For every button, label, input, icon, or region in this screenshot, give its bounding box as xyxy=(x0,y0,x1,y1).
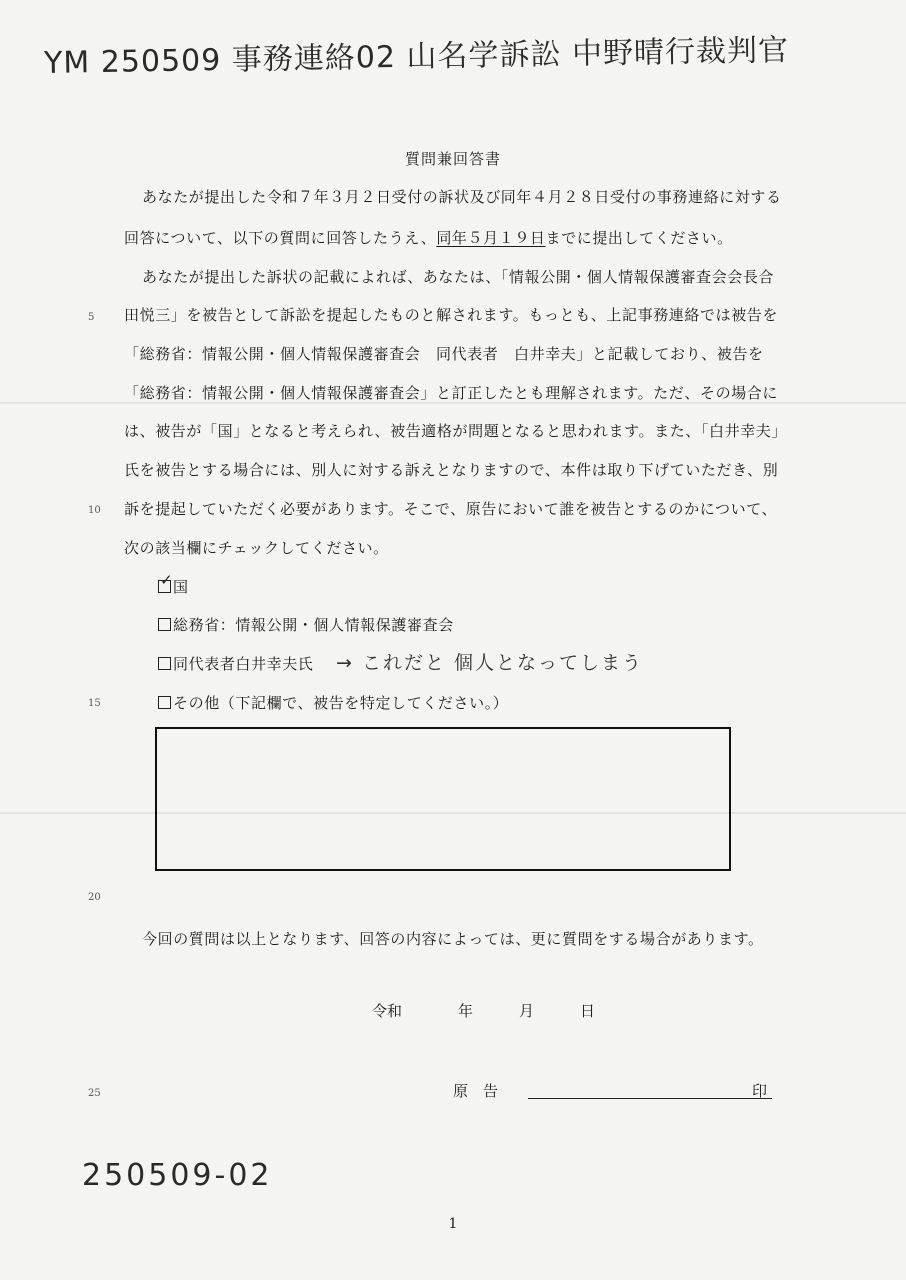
body-line-5: 「総務省：情報公開・個人情報保護審査会 同代表者 白井幸夫」と記載しており、被告を xyxy=(124,345,764,363)
option-country[interactable]: ✓ 国 xyxy=(160,571,189,596)
line-number: 10 xyxy=(88,505,101,516)
check-mark-icon: ✓ xyxy=(160,571,174,589)
signature-line[interactable] xyxy=(528,1098,772,1099)
checkbox-checked[interactable] xyxy=(158,571,174,593)
line-number: 20 xyxy=(88,892,101,903)
option-ministry[interactable]: 総務省：情報公開・個人情報保護審査会 xyxy=(158,614,454,635)
handwritten-margin-note: → これだと 個人となってしまう xyxy=(336,652,643,674)
body-line-1: あなたが提出した令和７年３月２日受付の訴状及び同年４月２８日受付の事務連絡に対する xyxy=(142,188,782,206)
body-line-9: 訴を提起していただく必要があります。そこで、原告において誰を被告とするのかについて、 xyxy=(124,500,778,518)
body-line-10: 次の該当欄にチェックしてください。 xyxy=(124,539,389,557)
body-line-7: は、被告が「国」となると考えられ、被告適格が問題となると思われます。また、「白井幸夫」 xyxy=(124,422,788,440)
seal-label: 印 xyxy=(752,1082,768,1100)
line-number: 25 xyxy=(88,1088,101,1099)
date-field[interactable]: 令和 年 月 日 xyxy=(372,1002,596,1020)
deadline-date: 同年５月１９日 xyxy=(436,229,546,247)
line-number: 5 xyxy=(88,312,95,323)
option-representative[interactable]: 同代表者白井幸夫氏 xyxy=(158,653,313,674)
checkbox[interactable] xyxy=(158,618,171,631)
line-number: 15 xyxy=(88,698,101,709)
body-line-2: 回答について、以下の質問に回答したうえ、同年５月１９日までに提出してください。 xyxy=(124,229,733,247)
closing-text: 今回の質問は以上となります、回答の内容によっては、更に質問をする場合があります。 xyxy=(142,930,764,948)
body-line-8: 氏を被告とする場合には、別人に対する訴えとなりますので、本件は取り下げていただき、別 xyxy=(124,461,779,479)
checkbox[interactable] xyxy=(158,657,171,670)
body-line-6: 「総務省：情報公開・個人情報保護審査会」と訂正したとも理解されます。ただ、その場合に xyxy=(124,384,779,402)
checkbox[interactable] xyxy=(158,696,171,709)
handwritten-footer: 250509-02 xyxy=(82,1158,273,1193)
option-other[interactable]: その他（下記欄で、被告を特定してください。） xyxy=(158,692,508,713)
body-line-3: あなたが提出した訴状の記載によれば、あなたは、「情報公開・個人情報保護審査会会長合 xyxy=(142,268,775,286)
body-line-4: 田悦三」を被告として訴訟を提起したものと解されます。もっとも、上記事務連絡では被告を xyxy=(124,306,779,324)
document-title: 質問兼回答書 xyxy=(404,150,501,168)
page-number: 1 xyxy=(448,1216,458,1232)
handwritten-header: YM 250509 事務連絡02 山名学訴訟 中野晴行裁判官 xyxy=(43,32,790,81)
defendant-specification-box[interactable] xyxy=(155,727,731,871)
plaintiff-label: 原 告 xyxy=(453,1082,499,1100)
